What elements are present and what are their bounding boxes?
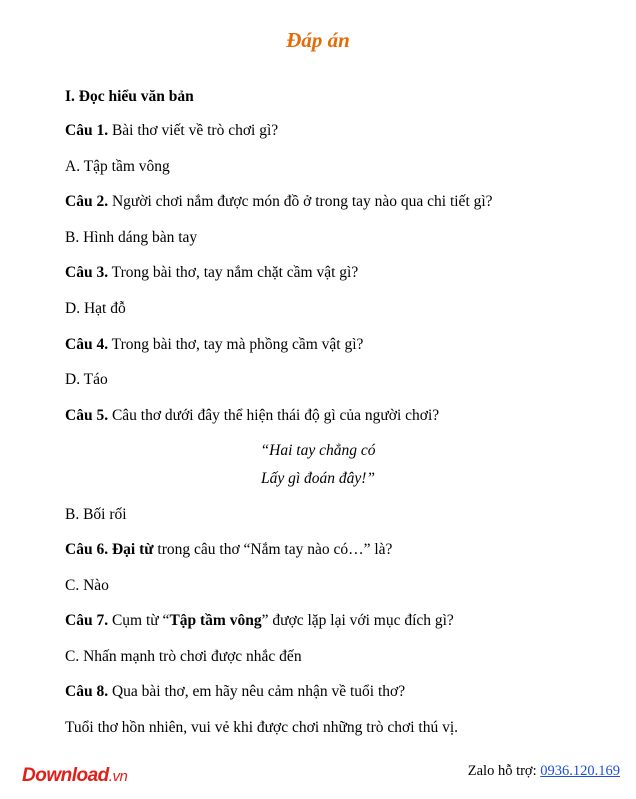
question-7: Câu 7. Cụm từ “Tập tầm vông” được lặp lại với mục đích gì? — [65, 612, 454, 629]
question-4: Câu 4. Trong bài thơ, tay mà phồng cầm vật gì? — [65, 336, 364, 353]
answer-6: C. Nào — [65, 577, 109, 594]
poem-line-1: “Hai tay chẳng có — [260, 442, 376, 459]
section-heading: I. Đọc hiểu văn bản — [65, 88, 194, 105]
page-title: Đáp án — [286, 28, 350, 52]
logo-brand: Download — [22, 765, 109, 786]
answer-3: D. Hạt đỗ — [65, 300, 126, 317]
support-phone-link[interactable]: 0936.120.169 — [540, 763, 620, 779]
poem-line-2: Lấy gì đoán đây!” — [260, 470, 376, 487]
answer-7: C. Nhấn mạnh trò chơi được nhắc đến — [65, 648, 302, 665]
question-3: Câu 3. Trong bài thơ, tay nắm chặt cầm vật gì? — [65, 264, 359, 281]
answer-4: D. Táo — [65, 371, 108, 388]
question-5: Câu 5. Câu thơ dưới đây thể hiện thái độ gì của người chơi? — [65, 407, 440, 424]
question-6: Câu 6. Đại từ trong câu thơ “Nắm tay nào có…” là? — [65, 541, 393, 558]
answer-8: Tuổi thơ hồn nhiên, vui vẻ khi được chơi những trò chơi thú vị. — [65, 719, 459, 736]
question-2: Câu 2. Người chơi nắm được món đồ ở trong tay nào qua chi tiết gì? — [65, 193, 493, 210]
answer-5: B. Bối rối — [65, 506, 127, 523]
support-label: Zalo hỗ trợ: — [467, 763, 541, 779]
question-8: Câu 8. Qua bài thơ, em hãy nêu cảm nhận về tuổi thơ? — [65, 683, 406, 700]
answer-2: B. Hình dáng bàn tay — [65, 229, 198, 246]
support-contact — [468, 763, 620, 780]
answer-1: A. Tập tầm vông — [65, 158, 170, 175]
question-1: Câu 1. Bài thơ viết về trò chơi gì? — [65, 122, 279, 139]
download-vn-logo[interactable] — [22, 765, 127, 787]
logo-tld: .vn — [108, 768, 128, 785]
